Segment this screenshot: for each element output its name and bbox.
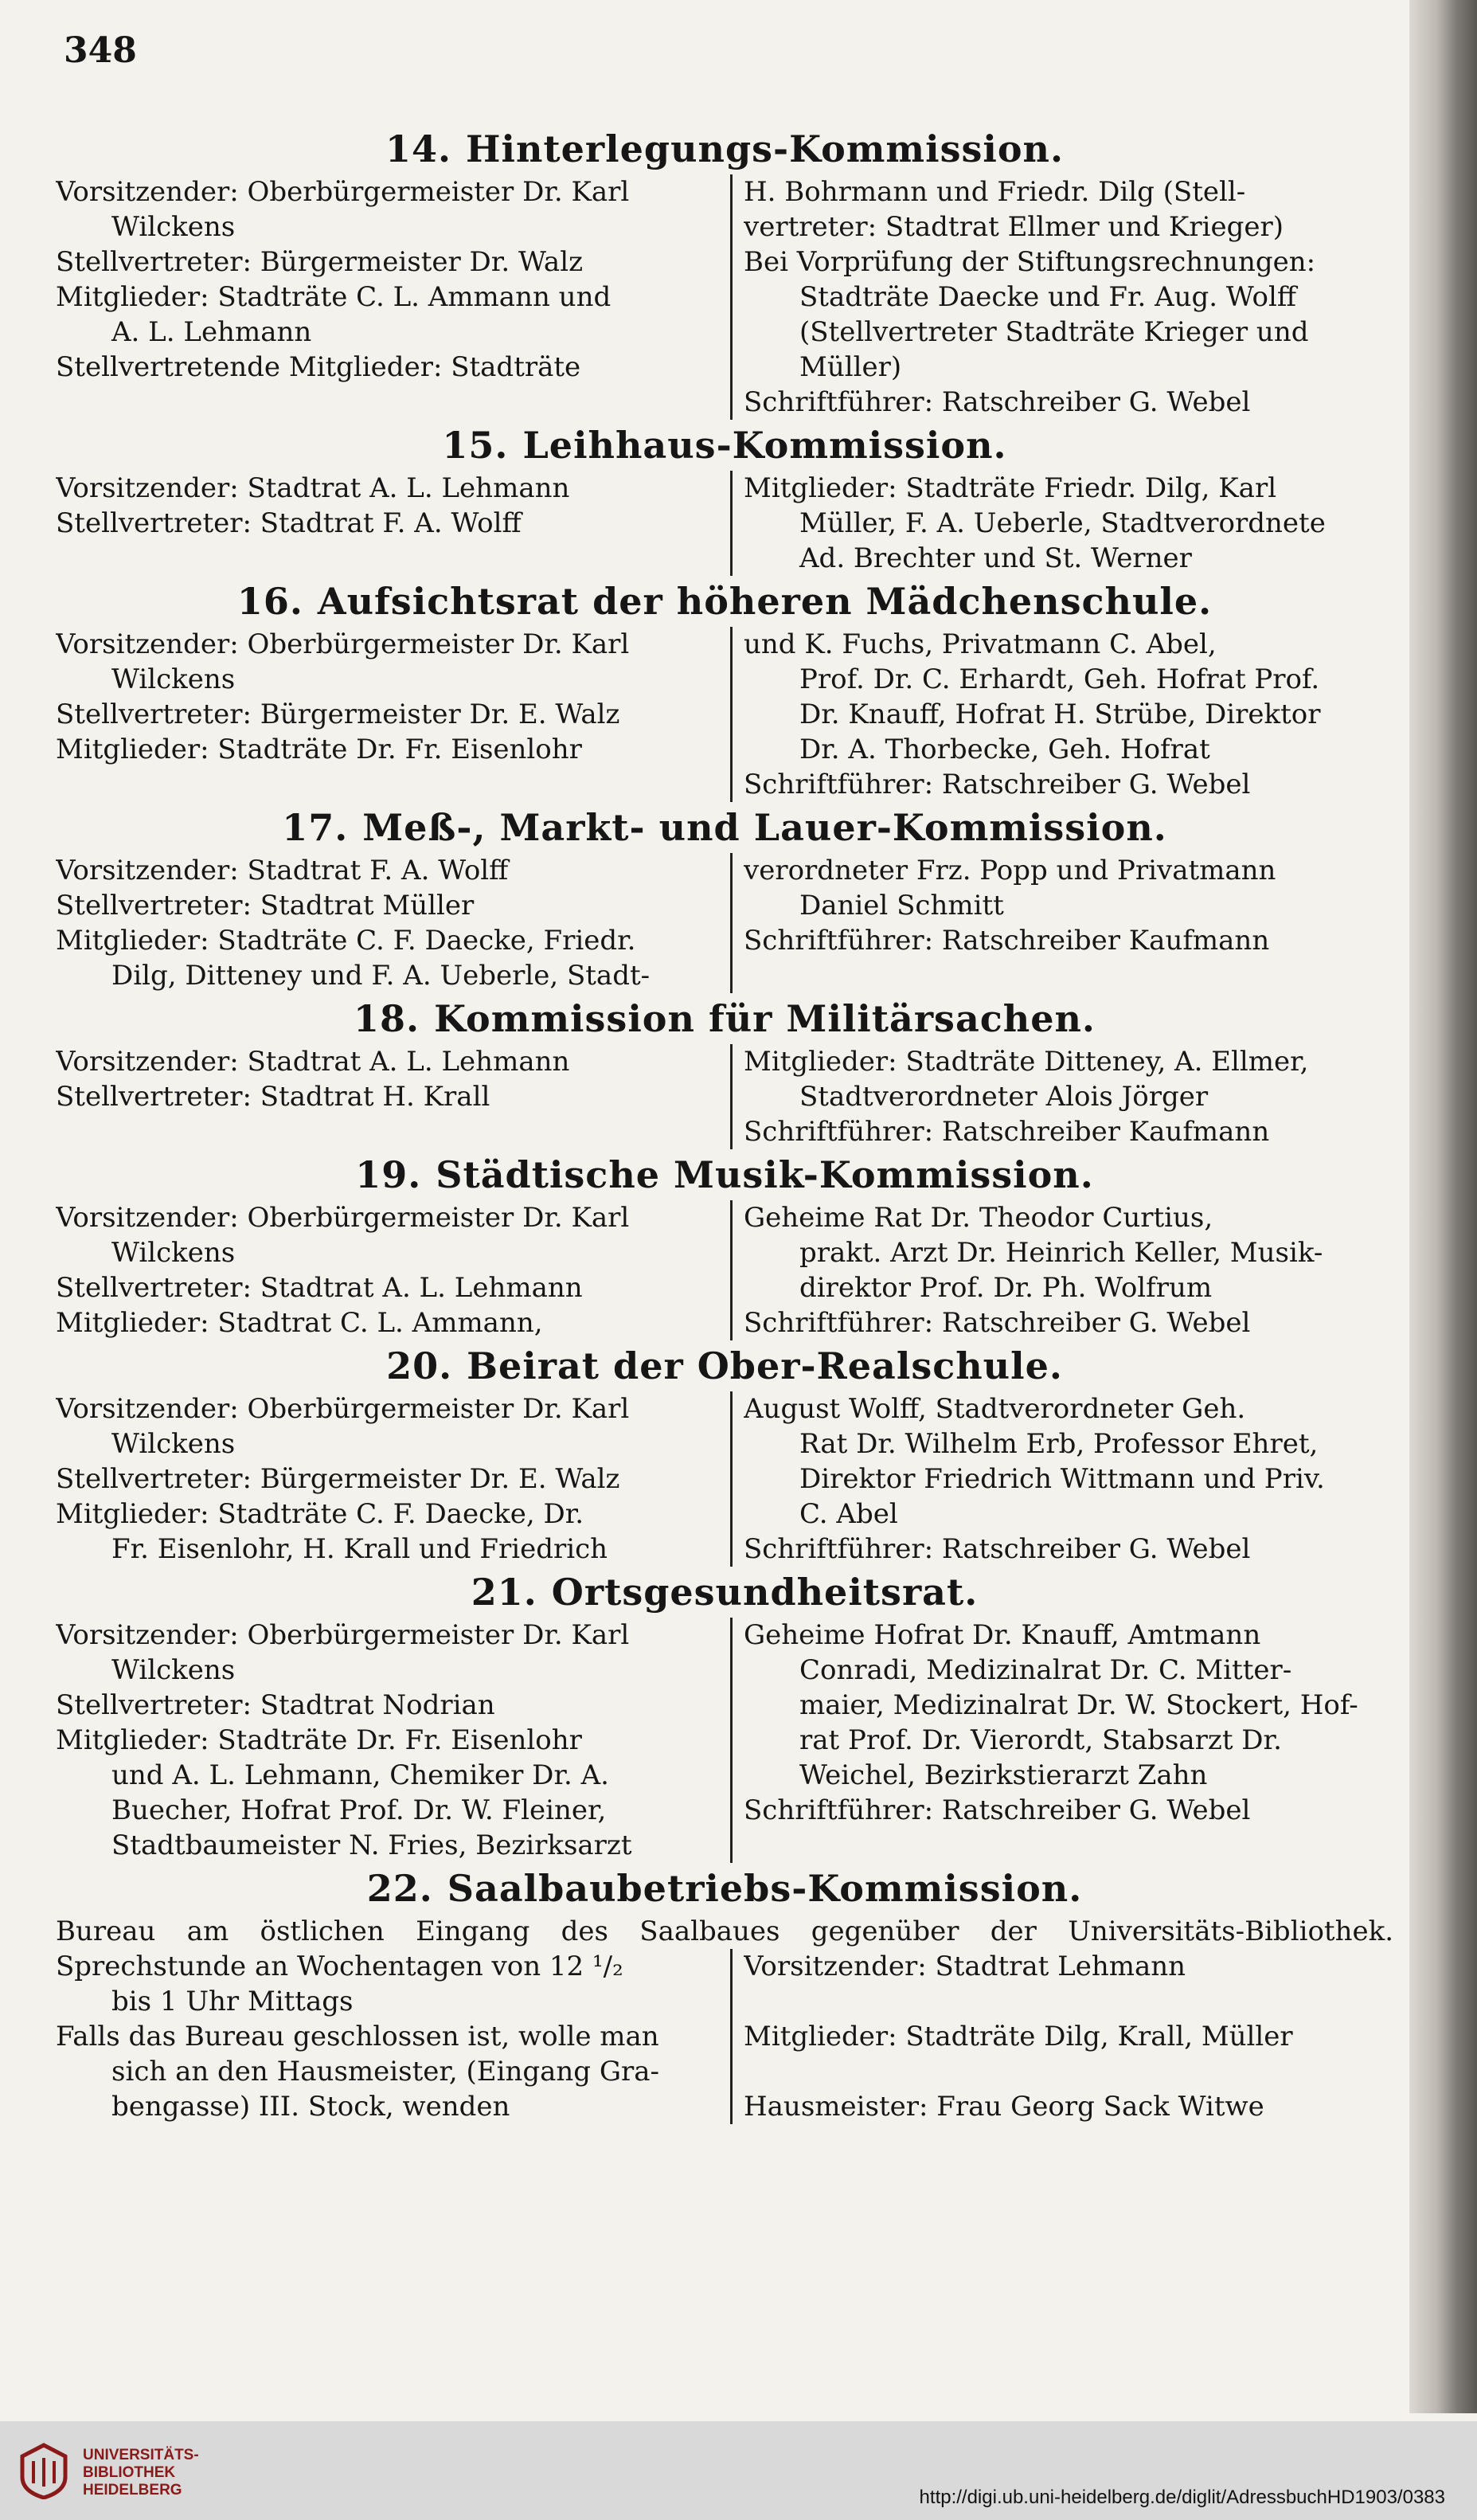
- section-heading: [56, 1863, 1393, 1914]
- section-title: Saalbaubetriebs-Kommission.: [447, 1867, 1083, 1910]
- section-title: Hinterlegungs-Kommission.: [466, 127, 1064, 170]
- text-line: Bei Vorprüfung der Stiftungsrechnungen:: [744, 246, 1316, 278]
- page-edge-shadow: [1409, 0, 1477, 2413]
- logo-line: BIBLIOTHEK: [83, 2464, 176, 2481]
- section-number: 17.: [282, 806, 349, 849]
- text-line: Mitglieder: Stadträte Dilg, Krall, Müller: [744, 2021, 1293, 2052]
- right-column: [733, 174, 1393, 420]
- right-column: [733, 627, 1393, 802]
- text-line: Bureau am östlichen Eingang des Saalbaues gegenüber der Universitäts-Bibliothek.: [56, 1915, 1393, 1947]
- text-line: bis 1 Uhr Mittags: [111, 1986, 354, 2017]
- text-line: Stadtverordneter Alois Jörger: [799, 1081, 1209, 1113]
- left-column: [56, 1618, 733, 1863]
- right-column: [733, 1949, 1393, 2124]
- commission-section: [56, 1340, 1393, 1567]
- text-line: Direktor Friedrich Wittmann und Priv.: [799, 1463, 1325, 1495]
- text-line: Conradi, Medizinalrat Dr. C. Mitter-: [799, 1654, 1292, 1686]
- commission-section: [56, 123, 1393, 420]
- text-line: Wilckens: [111, 1654, 236, 1686]
- two-column-block: [56, 1618, 1393, 1863]
- section-heading: [56, 1567, 1393, 1618]
- two-column-block: [56, 1949, 1393, 2124]
- text-line: Vorsitzender: Stadtrat F. A. Wolff: [56, 855, 509, 886]
- logo-line: HEIDELBERG: [83, 2482, 182, 2498]
- text-line: Stellvertreter: Stadtrat Nodrian: [56, 1689, 495, 1721]
- right-column: [733, 1044, 1393, 1149]
- logo-line: UNIVERSITÄTS-: [83, 2447, 199, 2463]
- left-column: [56, 1949, 733, 2124]
- text-line: Vorsitzender: Stadtrat A. L. Lehmann: [56, 1046, 570, 1078]
- two-column-block: [56, 471, 1393, 576]
- left-column: [56, 174, 733, 420]
- text-line: Mitglieder: Stadträte Dr. Fr. Eisenlohr: [56, 1724, 582, 1756]
- text-line: Schriftführer: Ratschreiber G. Webel: [744, 1794, 1251, 1826]
- text-line: Stellvertreter: Stadtrat H. Krall: [56, 1081, 490, 1113]
- text-line: Müller, F. A. Ueberle, Stadtverordnete: [799, 507, 1326, 539]
- commission-section: [56, 1149, 1393, 1340]
- text-line: Stellvertretende Mitglieder: Stadträte: [56, 351, 581, 383]
- commission-section: [56, 1863, 1393, 2124]
- section-title: Aufsichtsrat der höheren Mädchenschule.: [317, 580, 1213, 623]
- text-line: rat Prof. Dr. Vierordt, Stabsarzt Dr.: [799, 1724, 1282, 1756]
- text-line: [744, 1984, 1393, 2019]
- text-line: [744, 2054, 1393, 2089]
- commission-section: [56, 802, 1393, 993]
- text-line: C. Abel: [799, 1498, 898, 1530]
- text-line: Mitglieder: Stadträte Ditteney, A. Ellmer,: [744, 1046, 1309, 1078]
- full-width-text: [56, 1914, 1393, 1949]
- section-number: 20.: [386, 1344, 453, 1387]
- section-number: 15.: [442, 424, 509, 467]
- two-column-block: [56, 174, 1393, 420]
- left-column: [56, 471, 733, 576]
- section-heading: [56, 576, 1393, 627]
- text-line: Daniel Schmitt: [799, 890, 1004, 922]
- text-line: vertreter: Stadtrat Ellmer und Krieger): [744, 211, 1284, 243]
- section-heading: [56, 1149, 1393, 1200]
- section-title: Kommission für Militärsachen.: [434, 997, 1096, 1040]
- left-column: [56, 1044, 733, 1149]
- text-line: Stellvertreter: Stadtrat F. A. Wolff: [56, 507, 522, 539]
- text-line: Dr. A. Thorbecke, Geh. Hofrat: [799, 734, 1210, 765]
- text-line: Fr. Eisenlohr, H. Krall und Friedrich: [111, 1533, 608, 1565]
- text-line: Stellvertreter: Stadtrat Müller: [56, 890, 475, 922]
- section-heading: [56, 993, 1393, 1044]
- left-column: [56, 627, 733, 802]
- section-title: Meß-, Markt- und Lauer-Kommission.: [362, 806, 1167, 849]
- text-line: Vorsitzender: Oberbürgermeister Dr. Karl: [56, 176, 630, 208]
- section-title: Leihhaus-Kommission.: [522, 424, 1007, 467]
- section-number: 21.: [471, 1571, 537, 1614]
- commission-section: [56, 993, 1393, 1149]
- directory-content: [56, 123, 1393, 2124]
- text-line: Vorsitzender: Oberbürgermeister Dr. Karl: [56, 1202, 630, 1234]
- text-line: Stellvertreter: Bürgermeister Dr. Walz: [56, 246, 583, 278]
- text-line: Sprechstunde an Wochentagen von 12 ¹/₂: [56, 1951, 623, 1982]
- text-line: Wilckens: [111, 1428, 236, 1460]
- text-line: maier, Medizinalrat Dr. W. Stockert, Hof-: [799, 1689, 1358, 1721]
- text-line: Vorsitzender: Oberbürgermeister Dr. Karl: [56, 1619, 630, 1651]
- text-line: Wilckens: [111, 663, 236, 695]
- text-line: (Stellvertreter Stadträte Krieger und: [799, 316, 1309, 348]
- section-heading: [56, 123, 1393, 174]
- section-number: 14.: [385, 127, 452, 170]
- left-column: [56, 853, 733, 993]
- two-column-block: [56, 853, 1393, 993]
- text-line: Stadtbaumeister N. Fries, Bezirksarzt: [111, 1829, 632, 1861]
- text-line: Mitglieder: Stadtrat C. L. Ammann,: [56, 1307, 543, 1339]
- text-line: Vorsitzender: Oberbürgermeister Dr. Karl: [56, 1393, 630, 1425]
- left-column: [56, 1391, 733, 1567]
- text-line: verordneter Frz. Popp und Privatmann: [744, 855, 1276, 886]
- text-line: H. Bohrmann und Friedr. Dilg (Stell-: [744, 176, 1246, 208]
- library-logo-icon: [18, 2442, 70, 2499]
- text-line: Schriftführer: Ratschreiber G. Webel: [744, 1307, 1251, 1339]
- text-line: Dr. Knauff, Hofrat H. Strübe, Direktor: [799, 698, 1321, 730]
- section-number: 18.: [354, 997, 420, 1040]
- text-line: prakt. Arzt Dr. Heinrich Keller, Musik-: [799, 1237, 1323, 1269]
- footer-bar: [0, 2421, 1477, 2520]
- text-line: Stellvertreter: Bürgermeister Dr. E. Walz: [56, 698, 620, 730]
- commission-section: [56, 420, 1393, 576]
- two-column-block: [56, 1391, 1393, 1567]
- text-line: Hausmeister: Frau Georg Sack Witwe: [744, 2091, 1264, 2123]
- text-line: Stellvertreter: Stadtrat A. L. Lehmann: [56, 1272, 583, 1304]
- right-column: [733, 1200, 1393, 1340]
- commission-section: [56, 1567, 1393, 1863]
- text-line: direktor Prof. Dr. Ph. Wolfrum: [799, 1272, 1213, 1304]
- text-line: Wilckens: [111, 211, 236, 243]
- right-column: [733, 1618, 1393, 1863]
- text-line: A. L. Lehmann: [111, 316, 312, 348]
- text-line: Schriftführer: Ratschreiber G. Webel: [744, 769, 1251, 800]
- section-heading: [56, 802, 1393, 853]
- text-line: Mitglieder: Stadträte C. L. Ammann und: [56, 281, 612, 313]
- text-line: Stellvertreter: Bürgermeister Dr. E. Walz: [56, 1463, 620, 1495]
- text-line: Wilckens: [111, 1237, 236, 1269]
- text-line: Prof. Dr. C. Erhardt, Geh. Hofrat Prof.: [799, 663, 1320, 695]
- text-line: Geheime Rat Dr. Theodor Curtius,: [744, 1202, 1213, 1234]
- text-line: Falls das Bureau geschlossen ist, wolle man: [56, 2021, 659, 2052]
- text-line: Müller): [799, 351, 902, 383]
- text-line: Rat Dr. Wilhelm Erb, Professor Ehret,: [799, 1428, 1319, 1460]
- section-number: 19.: [355, 1153, 422, 1196]
- page-number: 348: [64, 30, 137, 71]
- section-number: 22.: [366, 1867, 433, 1910]
- text-line: Weichel, Bezirkstierarzt Zahn: [799, 1759, 1208, 1791]
- two-column-block: [56, 627, 1393, 802]
- text-line: Vorsitzender: Stadtrat Lehmann: [744, 1951, 1186, 1982]
- section-title: Ortsgesundheitsrat.: [551, 1571, 979, 1614]
- library-logo-text: [83, 2447, 199, 2499]
- text-line: Schriftführer: Ratschreiber Kaufmann: [744, 925, 1270, 957]
- section-title: Städtische Musik-Kommission.: [436, 1153, 1094, 1196]
- text-line: Mitglieder: Stadträte C. F. Daecke, Dr.: [56, 1498, 584, 1530]
- text-line: Mitglieder: Stadträte C. F. Daecke, Friedr.: [56, 925, 636, 957]
- text-line: und K. Fuchs, Privatmann C. Abel,: [744, 628, 1217, 660]
- text-line: Schriftführer: Ratschreiber Kaufmann: [744, 1116, 1270, 1148]
- two-column-block: [56, 1044, 1393, 1149]
- right-column: [733, 853, 1393, 993]
- right-column: [733, 471, 1393, 576]
- section-title: Beirat der Ober-Realschule.: [467, 1344, 1063, 1387]
- text-line: Vorsitzender: Stadtrat A. L. Lehmann: [56, 472, 570, 504]
- two-column-block: [56, 1200, 1393, 1340]
- text-line: Buecher, Hofrat Prof. Dr. W. Fleiner,: [111, 1794, 607, 1826]
- text-line: Schriftführer: Ratschreiber G. Webel: [744, 1533, 1251, 1565]
- section-heading: [56, 1340, 1393, 1391]
- text-line: Mitglieder: Stadträte Dr. Fr. Eisenlohr: [56, 734, 582, 765]
- text-line: Schriftführer: Ratschreiber G. Webel: [744, 386, 1251, 418]
- section-heading: [56, 420, 1393, 471]
- source-url-link[interactable]: http://digi.ub.uni-heidelberg.de/diglit/AdressbuchHD1903/0383: [919, 2487, 1445, 2508]
- text-line: Dilg, Ditteney und F. A. Ueberle, Stadt-: [111, 960, 651, 992]
- text-line: Mitglieder: Stadträte Friedr. Dilg, Karl: [744, 472, 1277, 504]
- text-line: August Wolff, Stadtverordneter Geh.: [744, 1393, 1246, 1425]
- text-line: Ad. Brechter und St. Werner: [799, 542, 1192, 574]
- text-line: Stadträte Daecke und Fr. Aug. Wolff: [799, 281, 1297, 313]
- right-column: [733, 1391, 1393, 1567]
- section-number: 16.: [236, 580, 303, 623]
- text-line: bengasse) III. Stock, wenden: [111, 2091, 510, 2123]
- text-line: sich an den Hausmeister, (Eingang Gra-: [111, 2056, 660, 2088]
- text-line: und A. L. Lehmann, Chemiker Dr. A.: [111, 1759, 609, 1791]
- left-column: [56, 1200, 733, 1340]
- commission-section: [56, 576, 1393, 802]
- text-line: Vorsitzender: Oberbürgermeister Dr. Karl: [56, 628, 630, 660]
- text-line: Geheime Hofrat Dr. Knauff, Amtmann: [744, 1619, 1261, 1651]
